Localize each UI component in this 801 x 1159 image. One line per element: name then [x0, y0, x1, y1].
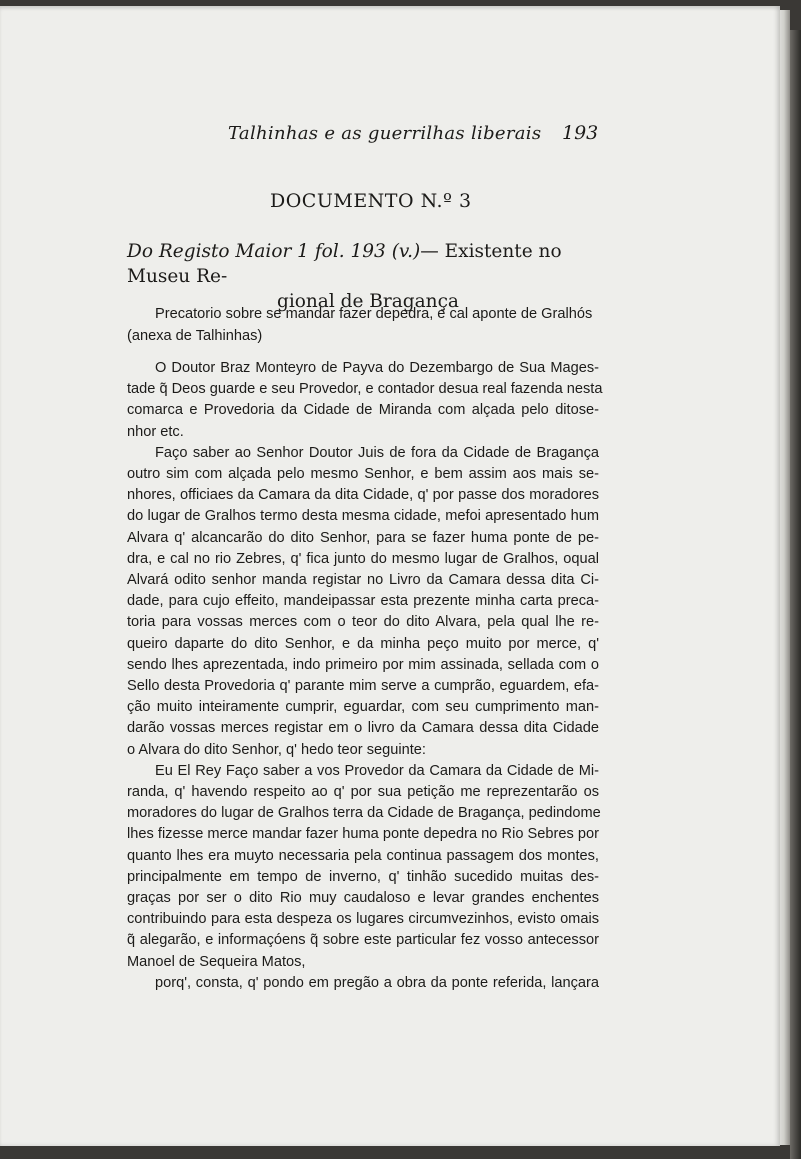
- text-line: Alvará odito senhor manda registar no Livro da Camara dessa dita Ci-: [127, 572, 599, 589]
- source-location-line2: gional de Bragança: [277, 291, 459, 312]
- text-line: q̃ alegarão, e informaçóens q̃ sobre este particular fez vosso antecessor: [127, 932, 599, 949]
- text-line: lhes fizesse merce mandar fazer huma ponte depedra no Rio Sebres por: [127, 826, 599, 843]
- text-line: moradores do lugar de Gralhos terra da Cidade de Bragança, pedindome: [127, 805, 601, 822]
- text-line: sendo lhes aprezentada, indo primeiro por mim assinada, sellada com o: [127, 656, 599, 673]
- text-line: principalmente em tempo de inverno, q' tinhão sucedido muitas des-: [127, 868, 599, 885]
- text-line: comarca e Provedoria da Cidade de Miranda com alçada pelo ditose-: [127, 402, 599, 419]
- text-line: Eu El Rey Faço saber a vos Provedor da Camara da Cidade de Mi-: [155, 762, 599, 779]
- document-heading: DOCUMENTO N.º 3: [270, 190, 472, 212]
- precatorio-line: Precatorio sobre se mandar fazer depedra, e cal aponte de Gralhós: [155, 306, 593, 322]
- text-line: Faço saber ao Senhor Doutor Juis de fora da Cidade de Bragança: [155, 444, 599, 461]
- text-line: nhor etc.: [127, 423, 184, 440]
- text-line: darão vossas merces registar em o livro da Camara dessa dita Cidade: [127, 720, 599, 737]
- page-edge: [780, 10, 790, 1145]
- text-line: nhores, officiaes da Camara da dita Cidade, q' por passe dos moradores: [127, 487, 599, 504]
- text-line: Sello desta Provedoria q' parante mim serve a cumprão, eguardem, efa-: [127, 678, 599, 695]
- text-line: dade, para cujo effeito, mandeipassar esta prezente minha carta preca-: [127, 593, 599, 610]
- running-head: Talhinhas e as guerrilhas liberais: [228, 123, 542, 144]
- text-line: dra, e cal no rio Zebres, q' fica junto do mesmo lugar de Gralhos, oqual: [127, 550, 599, 567]
- text-line: do lugar de Gralhos termo desta mesma cidade, mefoi apresentado hum: [127, 508, 599, 525]
- text-line: O Doutor Braz Monteyro de Payva do Dezembargo de Sua Mages-: [155, 360, 599, 376]
- text-line: tade q̃ Deos guarde e seu Provedor, e contador desua real fazenda nesta: [127, 381, 603, 398]
- book-edge-shadow: [790, 30, 801, 1159]
- text-line: ção muito inteiramente cumprir, eguardar, com seu cumprimento man-: [127, 699, 599, 716]
- text-line: Alvara q' alcancarão do dito Senhor, para se fazer huma ponte de pe-: [127, 529, 599, 546]
- text-line: porq', consta, q' pondo em pregão a obra da ponte referida, lançara: [155, 974, 599, 991]
- page-number: 193: [562, 122, 599, 144]
- text-line: toria para vossas merces com o teor do dito Alvara, pela qual lhe re-: [127, 614, 599, 631]
- text-line: randa, q' havendo respeito ao q' por sua petição me reprezentarão os: [127, 784, 599, 801]
- text-line: contribuindo para esta despeza os lugares circumvezinhos, evisto omais: [127, 911, 599, 928]
- source-citation: Do Registo Maior 1 fol. 193 (v.): [127, 241, 421, 262]
- text-line: queiro daparte do dito Senhor, e da minha peço muito por merce, q': [127, 635, 599, 652]
- text-line: graças por ser o dito Rio muy caudaloso e levar grandes enchentes: [127, 890, 599, 907]
- text-line: quanto lhes era muyto necessaria pela continua passagem dos montes,: [127, 847, 599, 864]
- text-line: o Alvara do dito Senhor, q' hedo teor seguinte:: [127, 741, 426, 758]
- book-page: [0, 6, 780, 1146]
- text-line: Manoel de Sequeira Matos,: [127, 953, 306, 970]
- text-line: outro sim com alçada pelo mesmo Senhor, e bem assim aos mais se-: [127, 466, 599, 483]
- document-body: [127, 358, 603, 994]
- source-location: — Existente no Museu Re-: [127, 241, 562, 287]
- precatorio-summary: [127, 303, 599, 347]
- precatorio-line: (anexa de Talhinhas): [127, 328, 263, 344]
